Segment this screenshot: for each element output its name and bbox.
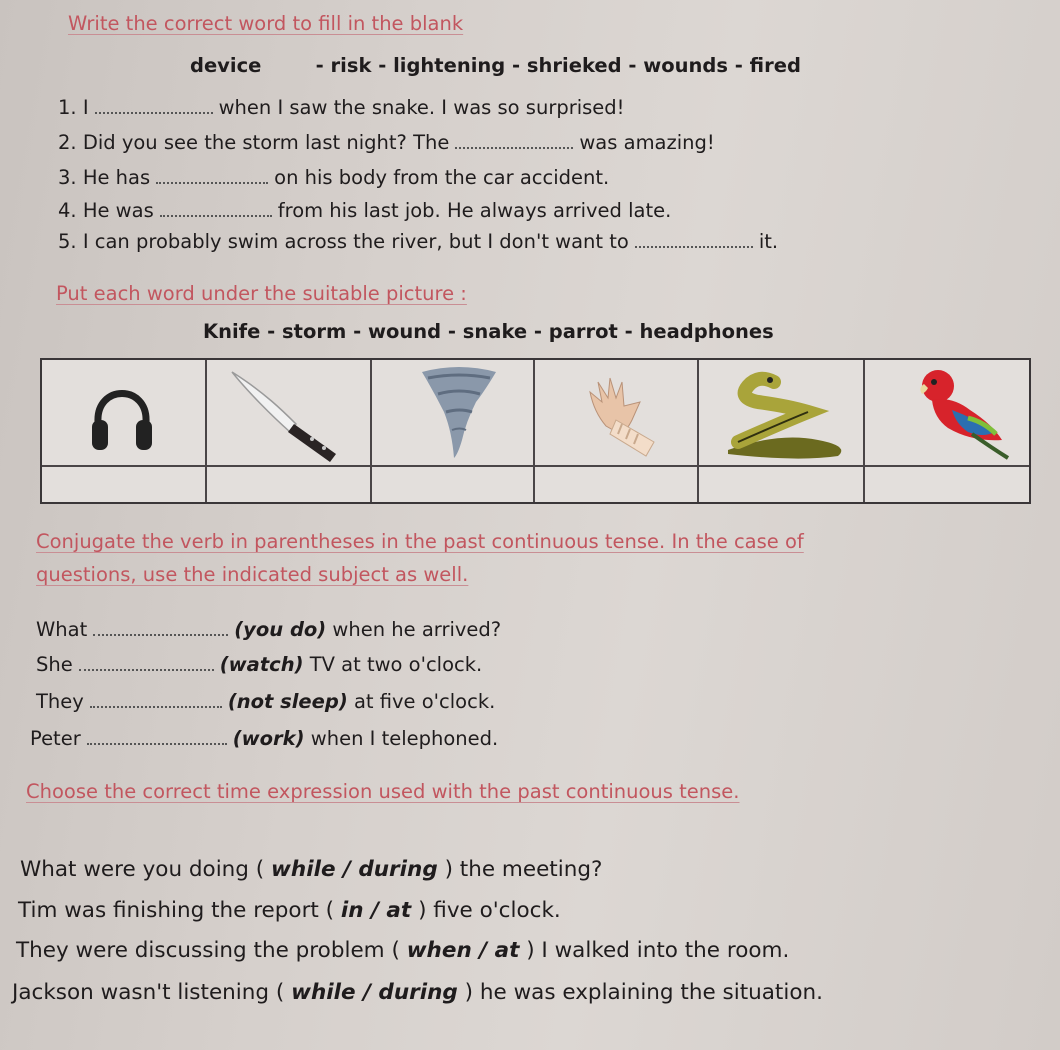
snake-icon [718, 362, 858, 462]
conjugate-item-1 [36, 618, 501, 641]
fill-item-5 [58, 230, 778, 253]
item-text-before: They were discussing the problem ( [16, 938, 400, 963]
choice-options[interactable]: when / at [406, 938, 520, 963]
item-number: 3. [58, 166, 77, 189]
item-text-after: it. [758, 230, 779, 253]
answer-cell-4[interactable] [535, 468, 697, 502]
item-text-after: when I telephoned. [310, 727, 499, 750]
section2-word-bank: Knife - storm - wound - snake - parrot - headphones [203, 320, 774, 343]
item-text-before: What [36, 618, 88, 641]
item-text-after: when he arrived? [332, 618, 502, 641]
item-text-before: He has [82, 166, 151, 189]
choice-item-4 [12, 980, 823, 1005]
verb-hint: (watch) [219, 653, 304, 676]
item-text-after: when I saw the snake. I was so surprised! [218, 96, 625, 119]
blank-2[interactable] [455, 145, 573, 149]
blank-3[interactable] [156, 180, 268, 184]
parrot-icon [912, 362, 1012, 462]
fill-item-1 [58, 96, 625, 119]
choice-item-3 [16, 938, 789, 963]
conjugate-item-3 [36, 690, 495, 713]
blank-4[interactable] [160, 213, 272, 217]
choice-options[interactable]: while / during [271, 857, 438, 882]
picture-table [40, 358, 1031, 504]
section1-word-bank: device - risk - lightening - shrieked - wounds - fired [190, 54, 801, 77]
section3-title-line2: questions, use the indicated subject as well. [36, 563, 469, 586]
item-text-after: ) I walked into the room. [526, 938, 790, 963]
item-text-before: What were you doing ( [20, 857, 265, 882]
item-text-after: on his body from the car accident. [274, 166, 610, 189]
item-number: 2. [58, 131, 77, 154]
fill-item-4 [58, 199, 671, 222]
headphones-icon [82, 362, 162, 462]
item-text-after: ) the meeting? [444, 857, 603, 882]
choice-options[interactable]: in / at [340, 898, 412, 923]
blank-5[interactable] [635, 244, 753, 248]
item-text-before: I can probably swim across the river, but I don't want to [82, 230, 629, 253]
tornado-icon [414, 362, 504, 462]
conjugate-blank-2[interactable] [79, 667, 214, 671]
choice-item-1 [20, 857, 602, 882]
item-text-before: Tim was finishing the report ( [18, 898, 335, 923]
fill-item-2 [58, 131, 715, 154]
verb-hint: (work) [232, 727, 305, 750]
item-text-after: was amazing! [579, 131, 715, 154]
item-text-before: I [82, 96, 89, 119]
item-number: 1. [58, 96, 77, 119]
choice-item-2 [18, 898, 561, 923]
knife-icon [224, 362, 354, 462]
verb-hint: (not sleep) [227, 690, 348, 713]
conjugate-blank-3[interactable] [90, 704, 222, 708]
conjugate-blank-4[interactable] [87, 741, 227, 745]
answer-cell-3[interactable] [372, 468, 533, 502]
item-text-before: She [36, 653, 73, 676]
fill-item-3 [58, 166, 609, 189]
item-text-before: Did you see the storm last night? The [82, 131, 450, 154]
conjugate-item-2 [36, 653, 482, 676]
blank-1[interactable] [95, 110, 213, 114]
section3-title-line1: Conjugate the verb in parentheses in the past continuous tense. In the case of [36, 530, 804, 553]
item-number: 5. [58, 230, 77, 253]
section2-title: Put each word under the suitable picture : [56, 282, 467, 305]
item-text-after: from his last job. He always arrived late. [277, 199, 672, 222]
item-number: 4. [58, 199, 77, 222]
section1-title: Write the correct word to fill in the blank [68, 12, 464, 35]
item-text-before: He was [82, 199, 154, 222]
item-text-before: Peter [30, 727, 81, 750]
verb-hint: (you do) [234, 618, 327, 641]
item-text-before: They [36, 690, 84, 713]
item-text-after: TV at two o'clock. [309, 653, 483, 676]
bandaged-hand-icon [570, 362, 670, 462]
choice-options[interactable]: while / during [291, 980, 458, 1005]
answer-cell-1[interactable] [42, 468, 205, 502]
conjugate-item-4 [30, 727, 498, 750]
section4-title: Choose the correct time expression used with the past continuous tense. [26, 780, 740, 803]
answer-cell-2[interactable] [207, 468, 370, 502]
item-text-after: ) he was explaining the situation. [464, 980, 823, 1005]
item-text-after: ) five o'clock. [418, 898, 561, 923]
item-text-before: Jackson wasn't listening ( [12, 980, 285, 1005]
item-text-after: at five o'clock. [353, 690, 496, 713]
answer-cell-6[interactable] [865, 468, 1029, 502]
answer-cell-5[interactable] [699, 468, 863, 502]
conjugate-blank-1[interactable] [93, 632, 228, 636]
